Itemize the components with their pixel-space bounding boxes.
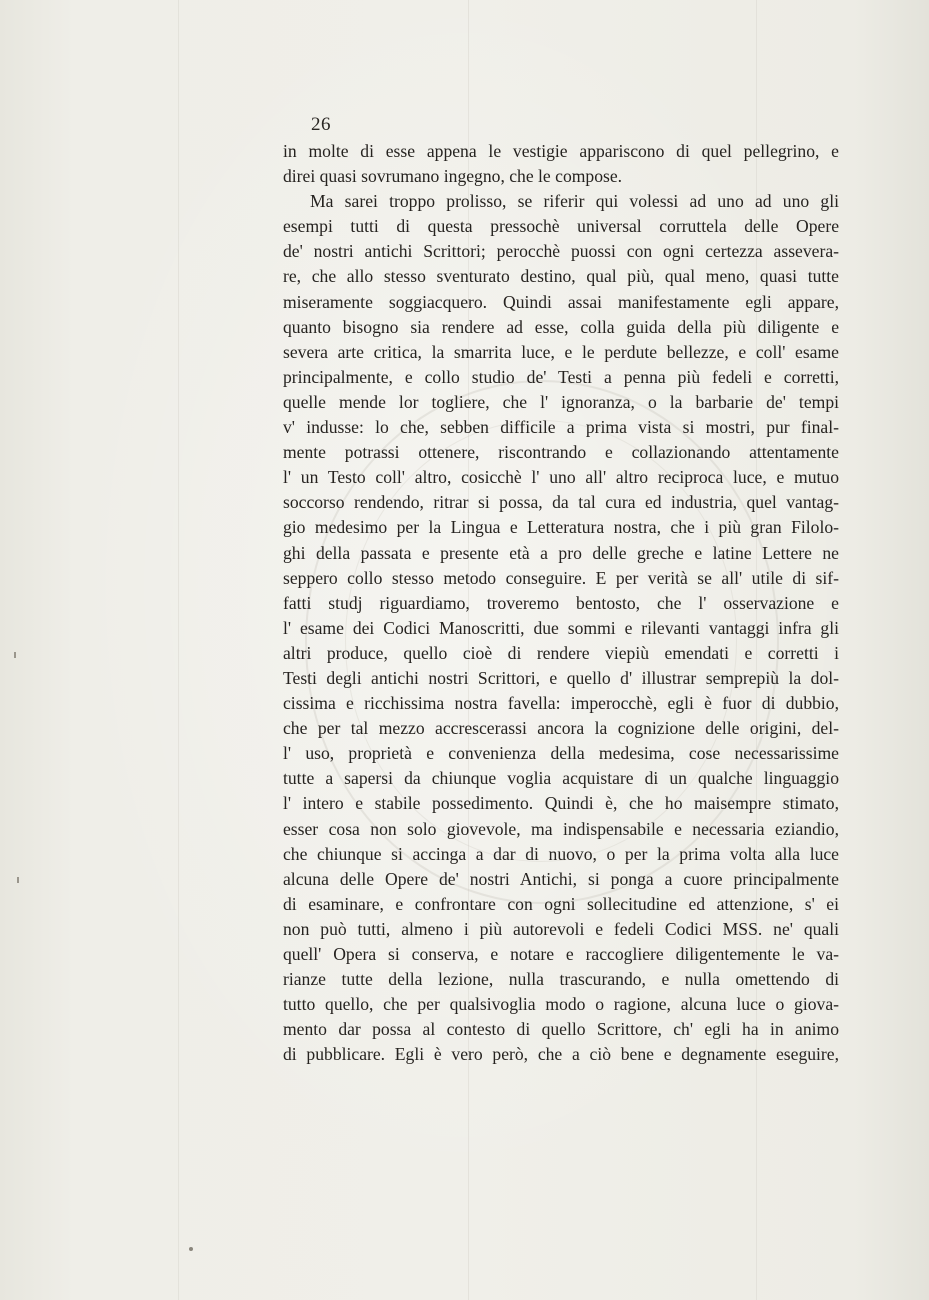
text-line: di pubblicare. Egli è vero però, che a ciò bene e degnamente eseguire, [283,1044,839,1065]
text-line: che chiunque si accinga a dar di nuovo, o per la prima volta alla luce [283,843,839,864]
paper-speck [189,1247,193,1251]
text-line: de' nostri antichi Scrittori; perocchè puossi con ogni certezza assevera- [283,241,839,262]
text-line: Testi degli antichi nostri Scrittori, e quello d' illustrar semprepiù la dol- [283,667,839,688]
text-line: di esaminare, e confrontare con ogni sollecitudine ed attenzione, s' ei [283,893,839,914]
text-line: esser cosa non solo giovevole, ma indispensabile e necessaria eziandio, [283,818,839,839]
text-line: esempi tutti di questa pressochè universal corruttela delle Opere [283,216,839,237]
text-line: seppero collo stesso metodo conseguire. E per verità se all' utile di sif- [283,567,839,588]
text-line: mente potrassi ottenere, riscontrando e collazionando attentamente [283,442,839,463]
text-line: quell' Opera si conserva, e notare e raccogliere diligentemente le va- [283,944,839,964]
text-line: alcuna delle Opere de' nostri Antichi, si ponga a cuore principalmente [283,868,839,889]
paper-chain-line [178,0,179,1300]
text-line: in molte di esse appena le vestigie appariscono di quel pellegrino, e [283,141,839,161]
text-line: l' uso, proprietà e convenienza della medesima, cose necessarissime [283,743,839,764]
text-line: rianze tutte della lezione, nulla trascurando, e nulla omettendo di [283,969,839,990]
paper-mark [14,652,16,658]
text-line: non può tutti, almeno i più autorevoli e fedeli Codici MSS. ne' quali [283,918,839,939]
text-line: v' indusse: lo che, sebben difficile a prima vista si mostri, pur final- [283,417,839,438]
text-line: principalmente, e collo studio de' Testi a penna più fedeli e corretti, [283,366,839,387]
text-line: miseramente soggiacquero. Quindi assai manifestamente egli appare, [283,291,839,312]
text-line: re, che allo stesso sventurato destino, qual più, qual meno, quasi tutte [283,266,839,287]
text-line: Ma sarei troppo prolisso, se riferir qui volessi ad uno ad uno gli [310,191,839,212]
text-line: quanto bisogno sia rendere ad esse, colla guida della più diligente e [283,316,839,337]
text-line: gio medesimo per la Lingua e Letteratura nostra, che i più gran Filolo- [283,517,839,538]
paper-mark [17,877,19,883]
text-line: soccorso rendendo, ritrar si possa, da tal cura ed industria, quel vantag- [283,492,839,513]
text-line: ghi della passata e presente età a pro delle greche e latine Lettere ne [283,542,839,563]
text-line: quelle mende lor togliere, che l' ignoranza, o la barbarie de' tempi [283,391,839,412]
text-line: che per tal mezzo accrescerassi ancora la cognizione delle origini, del- [283,718,839,739]
text-line: tutte a sapersi da chiunque voglia acquistare di un qualche linguaggio [283,768,839,789]
text-line: tutto quello, che per qualsivoglia modo o ragione, alcuna luce o giova- [283,994,839,1015]
text-line: mento dar possa al contesto di quello Scrittore, ch' egli ha in animo [283,1019,839,1040]
text-line: severa arte critica, la smarrita luce, e le perdute bellezze, e coll' esame [283,341,839,362]
text-line: fatti studj riguardiamo, troveremo bentosto, che l' osservazione e [283,592,839,613]
page-number: 26 [311,114,331,135]
text-line: l' un Testo coll' altro, cosicchè l' uno all' altro reciproca luce, e mutuo [283,467,839,488]
text-line: l' intero e stabile possedimento. Quindi è, che ho maisempre stimato, [283,793,839,814]
text-line: cissima e ricchissima nostra favella: imperocchè, egli è fuor di dubbio, [283,693,839,714]
text-line: direi quasi sovrumano ingegno, che le compose. [283,166,623,187]
text-line: altri produce, quello cioè di rendere viepiù emendati e corretti i [283,642,839,663]
text-line: l' esame dei Codici Manoscritti, due sommi e rilevanti vantaggi infra gli [283,617,839,638]
body-text [283,139,839,1067]
